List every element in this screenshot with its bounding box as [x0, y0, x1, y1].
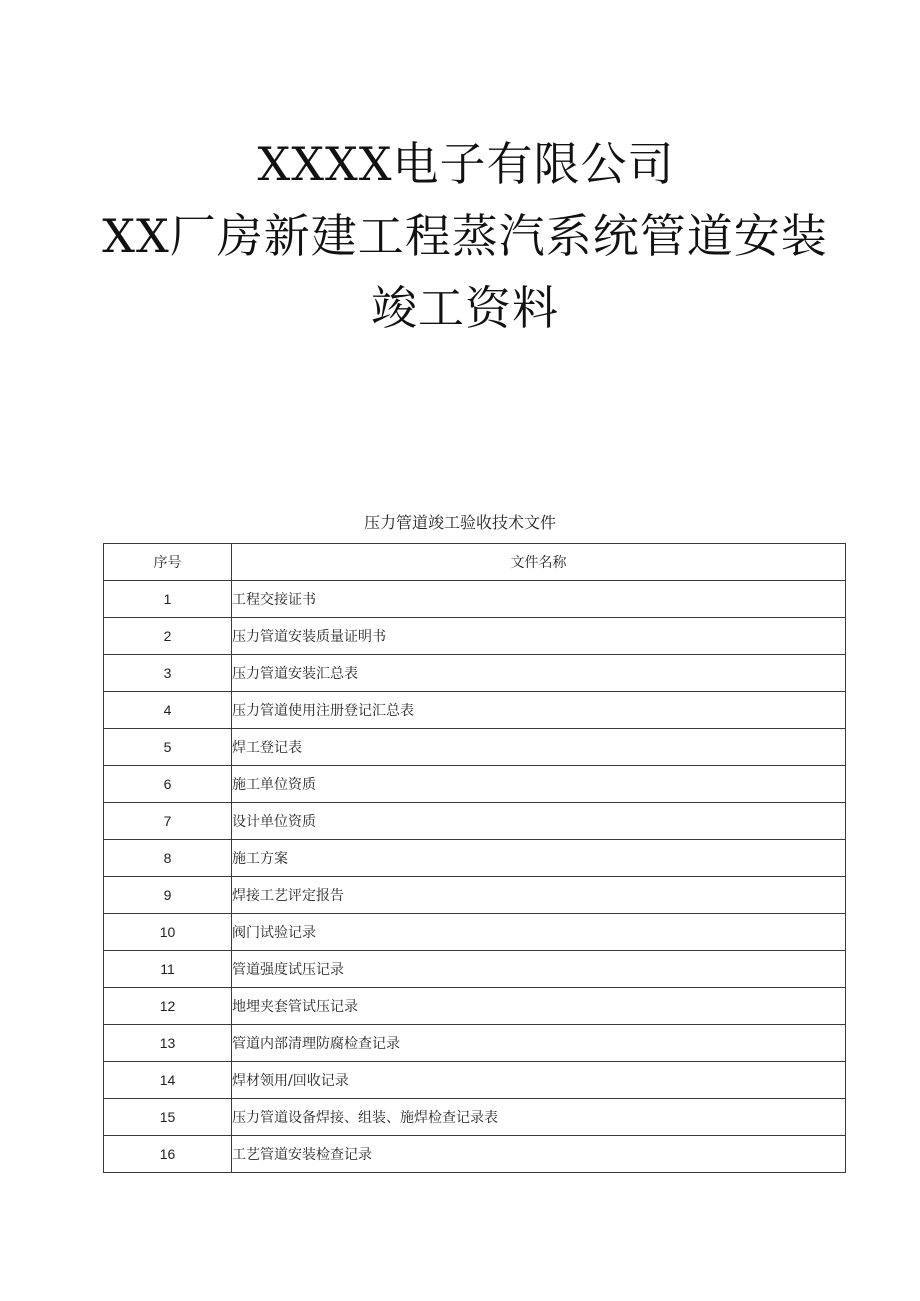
document-index-table — [103, 543, 846, 1173]
table-row — [104, 840, 846, 877]
row-number: 5 — [104, 729, 232, 766]
row-number: 16 — [104, 1136, 232, 1173]
row-file-name: 管道强度试压记录 — [232, 951, 846, 988]
row-file-name: 焊工登记表 — [232, 729, 846, 766]
row-number: 8 — [104, 840, 232, 877]
table-row — [104, 618, 846, 655]
row-number: 6 — [104, 766, 232, 803]
row-file-name: 阀门试验记录 — [232, 914, 846, 951]
row-number: 10 — [104, 914, 232, 951]
table-row — [104, 1099, 846, 1136]
table-caption: 压力管道竣工验收技术文件 — [363, 513, 556, 532]
row-file-name: 设计单位资质 — [232, 803, 846, 840]
row-number: 2 — [104, 618, 232, 655]
row-file-name: 压力管道安装汇总表 — [232, 655, 846, 692]
title-company: XXXX电子有限公司 — [257, 137, 675, 191]
row-number: 15 — [104, 1099, 232, 1136]
row-file-name: 焊材领用/回收记录 — [232, 1062, 846, 1099]
row-number: 12 — [104, 988, 232, 1025]
row-file-name: 焊接工艺评定报告 — [232, 877, 846, 914]
row-file-name: 施工单位资质 — [232, 766, 846, 803]
table-row — [104, 766, 846, 803]
table-row — [104, 655, 846, 692]
row-number: 9 — [104, 877, 232, 914]
table-row — [104, 581, 846, 618]
title-subject: 竣工资料 — [371, 281, 559, 335]
table-row — [104, 1136, 846, 1173]
table-row — [104, 1025, 846, 1062]
row-file-name: 工程交接证书 — [232, 581, 846, 618]
table-row — [104, 914, 846, 951]
row-file-name: 管道内部清理防腐检查记录 — [232, 1025, 846, 1062]
table-row — [104, 1062, 846, 1099]
row-file-name: 压力管道使用注册登记汇总表 — [232, 692, 846, 729]
row-file-name: 工艺管道安装检查记录 — [232, 1136, 846, 1173]
row-number: 11 — [104, 951, 232, 988]
row-number: 4 — [104, 692, 232, 729]
row-number: 3 — [104, 655, 232, 692]
title-project: XX厂房新建工程蒸汽系统管道安装 — [102, 209, 828, 263]
row-number: 1 — [104, 581, 232, 618]
table-row — [104, 729, 846, 766]
row-file-name: 压力管道安装质量证明书 — [232, 618, 846, 655]
table-row — [104, 692, 846, 729]
row-file-name: 压力管道设备焊接、组装、施焊检查记录表 — [232, 1099, 846, 1136]
row-file-name: 地埋夹套管试压记录 — [232, 988, 846, 1025]
header-file-name: 文件名称 — [232, 544, 846, 581]
document-title — [0, 128, 920, 344]
row-number: 13 — [104, 1025, 232, 1062]
table-row — [104, 877, 846, 914]
row-number: 14 — [104, 1062, 232, 1099]
row-file-name: 施工方案 — [232, 840, 846, 877]
table-row — [104, 803, 846, 840]
table-header-row — [104, 544, 846, 581]
table-row — [104, 951, 846, 988]
header-number: 序号 — [104, 544, 232, 581]
row-number: 7 — [104, 803, 232, 840]
table-row — [104, 988, 846, 1025]
